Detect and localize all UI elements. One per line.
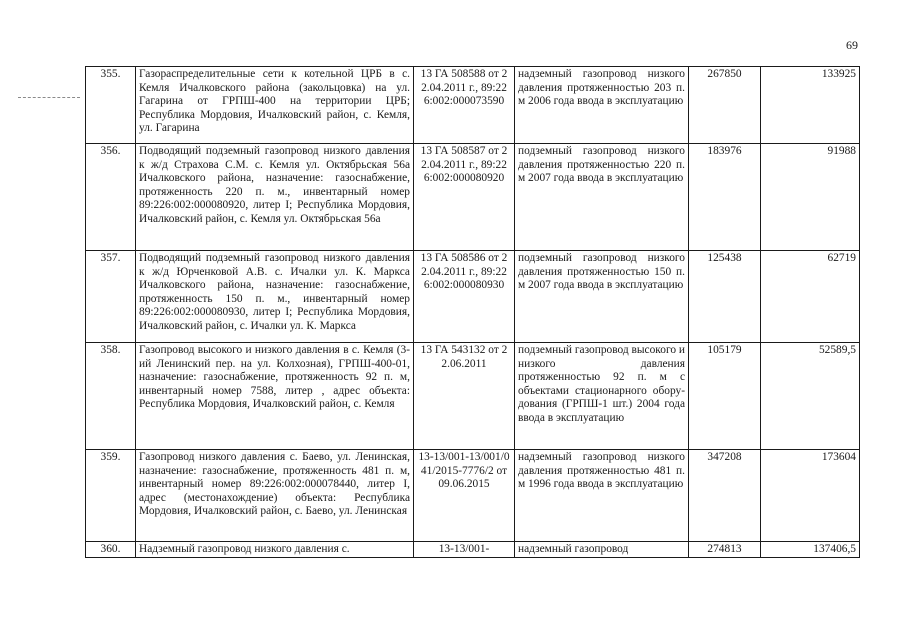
- table-row: [86, 144, 860, 251]
- residual-value: 133925: [761, 67, 860, 144]
- balance-value: 267850: [689, 67, 761, 144]
- row-number: 356.: [86, 144, 136, 251]
- table-row: [86, 343, 860, 450]
- object-description: Подводящий подземный газопровод низкого давления к ж/д Страхова С.М. с. Кемля ул. Октябрьская 56а Ичалковского района, назначение: газоснабжение, протяженность 220 п. м., инвентарный номер 89:226:002:000080920, литер I; Республика Мордовия, Ичалковский район, с. Кемля ул. Октябрьская 56а: [136, 144, 414, 251]
- residual-value: 62719: [761, 251, 860, 343]
- row-number: 355.: [86, 67, 136, 144]
- table-row: [86, 450, 860, 542]
- residual-value: 91988: [761, 144, 860, 251]
- balance-value: 183976: [689, 144, 761, 251]
- object-characteristics: надземный газопровод низкого давления протяженностью 481 п. м 1996 года ввода в эксплуатацию: [515, 450, 689, 542]
- registration-record: 13 ГА 508588 от 22.04.2011 г., 89:226:002:000073590: [414, 67, 515, 144]
- object-characteristics: подземный газопровод низкого давления протяженностью 220 п. м 2007 года ввода в эксплуатацию: [515, 144, 689, 251]
- object-characteristics: подземный газопровод низкого давления протяженностью 150 п. м 2007 года ввода в эксплуатацию: [515, 251, 689, 343]
- balance-value: 125438: [689, 251, 761, 343]
- residual-value: 52589,5: [761, 343, 860, 450]
- object-description: Надземный газопровод низкого давления с.: [136, 542, 414, 558]
- registration-record: 13-13/001-: [414, 542, 515, 558]
- object-description: Подводящий подземный газопровод низкого давления к ж/д Юрченковой А.В. с. Ичалки ул. К. Маркса Ичалковского района, назначение: газоснабжение, протяженность 150 п. м., инвентарный номер 89:226:002:000080930, литер I; Республика Мордовия, Ичалковский район, с. Ичалки ул. К. Маркса: [136, 251, 414, 343]
- registration-record: 13-13/001-13/001/041/2015-7776/2 от 09.06.2015: [414, 450, 515, 542]
- balance-value: 274813: [689, 542, 761, 558]
- scan-artifact-line: [18, 97, 80, 98]
- table-row: [86, 251, 860, 343]
- object-description: Газопровод высокого и низкого давления в с. Кемля (3-ий Ленинский пер. на ул. Колхозная), ГРПШ-400-01, назначение: газоснабжение, протяженность 92 п. м, инвентарный номер 7588, литер , адрес объекта: Республика Мордовия, Ичалковский район, с. Кемля: [136, 343, 414, 450]
- property-registry-table: [85, 66, 860, 558]
- object-characteristics: надземный газопровод низкого давления протяженностью 203 п. м 2006 года ввода в эксплуатацию: [515, 67, 689, 144]
- table-row: [86, 67, 860, 144]
- object-characteristics: надземный газопровод: [515, 542, 689, 558]
- page-number: 69: [846, 38, 858, 52]
- object-description: Газопровод низкого давления с. Баево, ул. Ленинская, назначение: газоснабжение, протяженность 481 п. м, инвентарный номер 89:226:002:000078440, литер I, адрес (местонахождение) объекта: Республика Мордовия, Ичалковский район, с. Баево, ул. Ленинская: [136, 450, 414, 542]
- row-number: 359.: [86, 450, 136, 542]
- balance-value: 105179: [689, 343, 761, 450]
- object-characteristics: подземный газопровод высокого и низкого давления протяженностью 92 п. м с объектами стационарного обору-дования (ГРПШ-1 шт.) 2004 года ввода в эксплуатацию: [515, 343, 689, 450]
- registration-record: 13 ГА 508587 от 22.04.2011 г., 89:226:002:000080920: [414, 144, 515, 251]
- registration-record: 13 ГА 508586 от 22.04.2011 г., 89:226:002:000080930: [414, 251, 515, 343]
- table-row: [86, 542, 860, 558]
- residual-value: 173604: [761, 450, 860, 542]
- registration-record: 13 ГА 543132 от 22.06.2011: [414, 343, 515, 450]
- residual-value: 137406,5: [761, 542, 860, 558]
- row-number: 358.: [86, 343, 136, 450]
- object-description: Газораспределительные сети к котельной ЦРБ в с. Кемля Ичалковского района (закольцовка) на ул. Гагарина от ГРПШ-400 на территории ЦРБ; Республика Мордовия, Ичалковский район, с. Кемля, ул. Гагарина: [136, 67, 414, 144]
- balance-value: 347208: [689, 450, 761, 542]
- row-number: 357.: [86, 251, 136, 343]
- row-number: 360.: [86, 542, 136, 558]
